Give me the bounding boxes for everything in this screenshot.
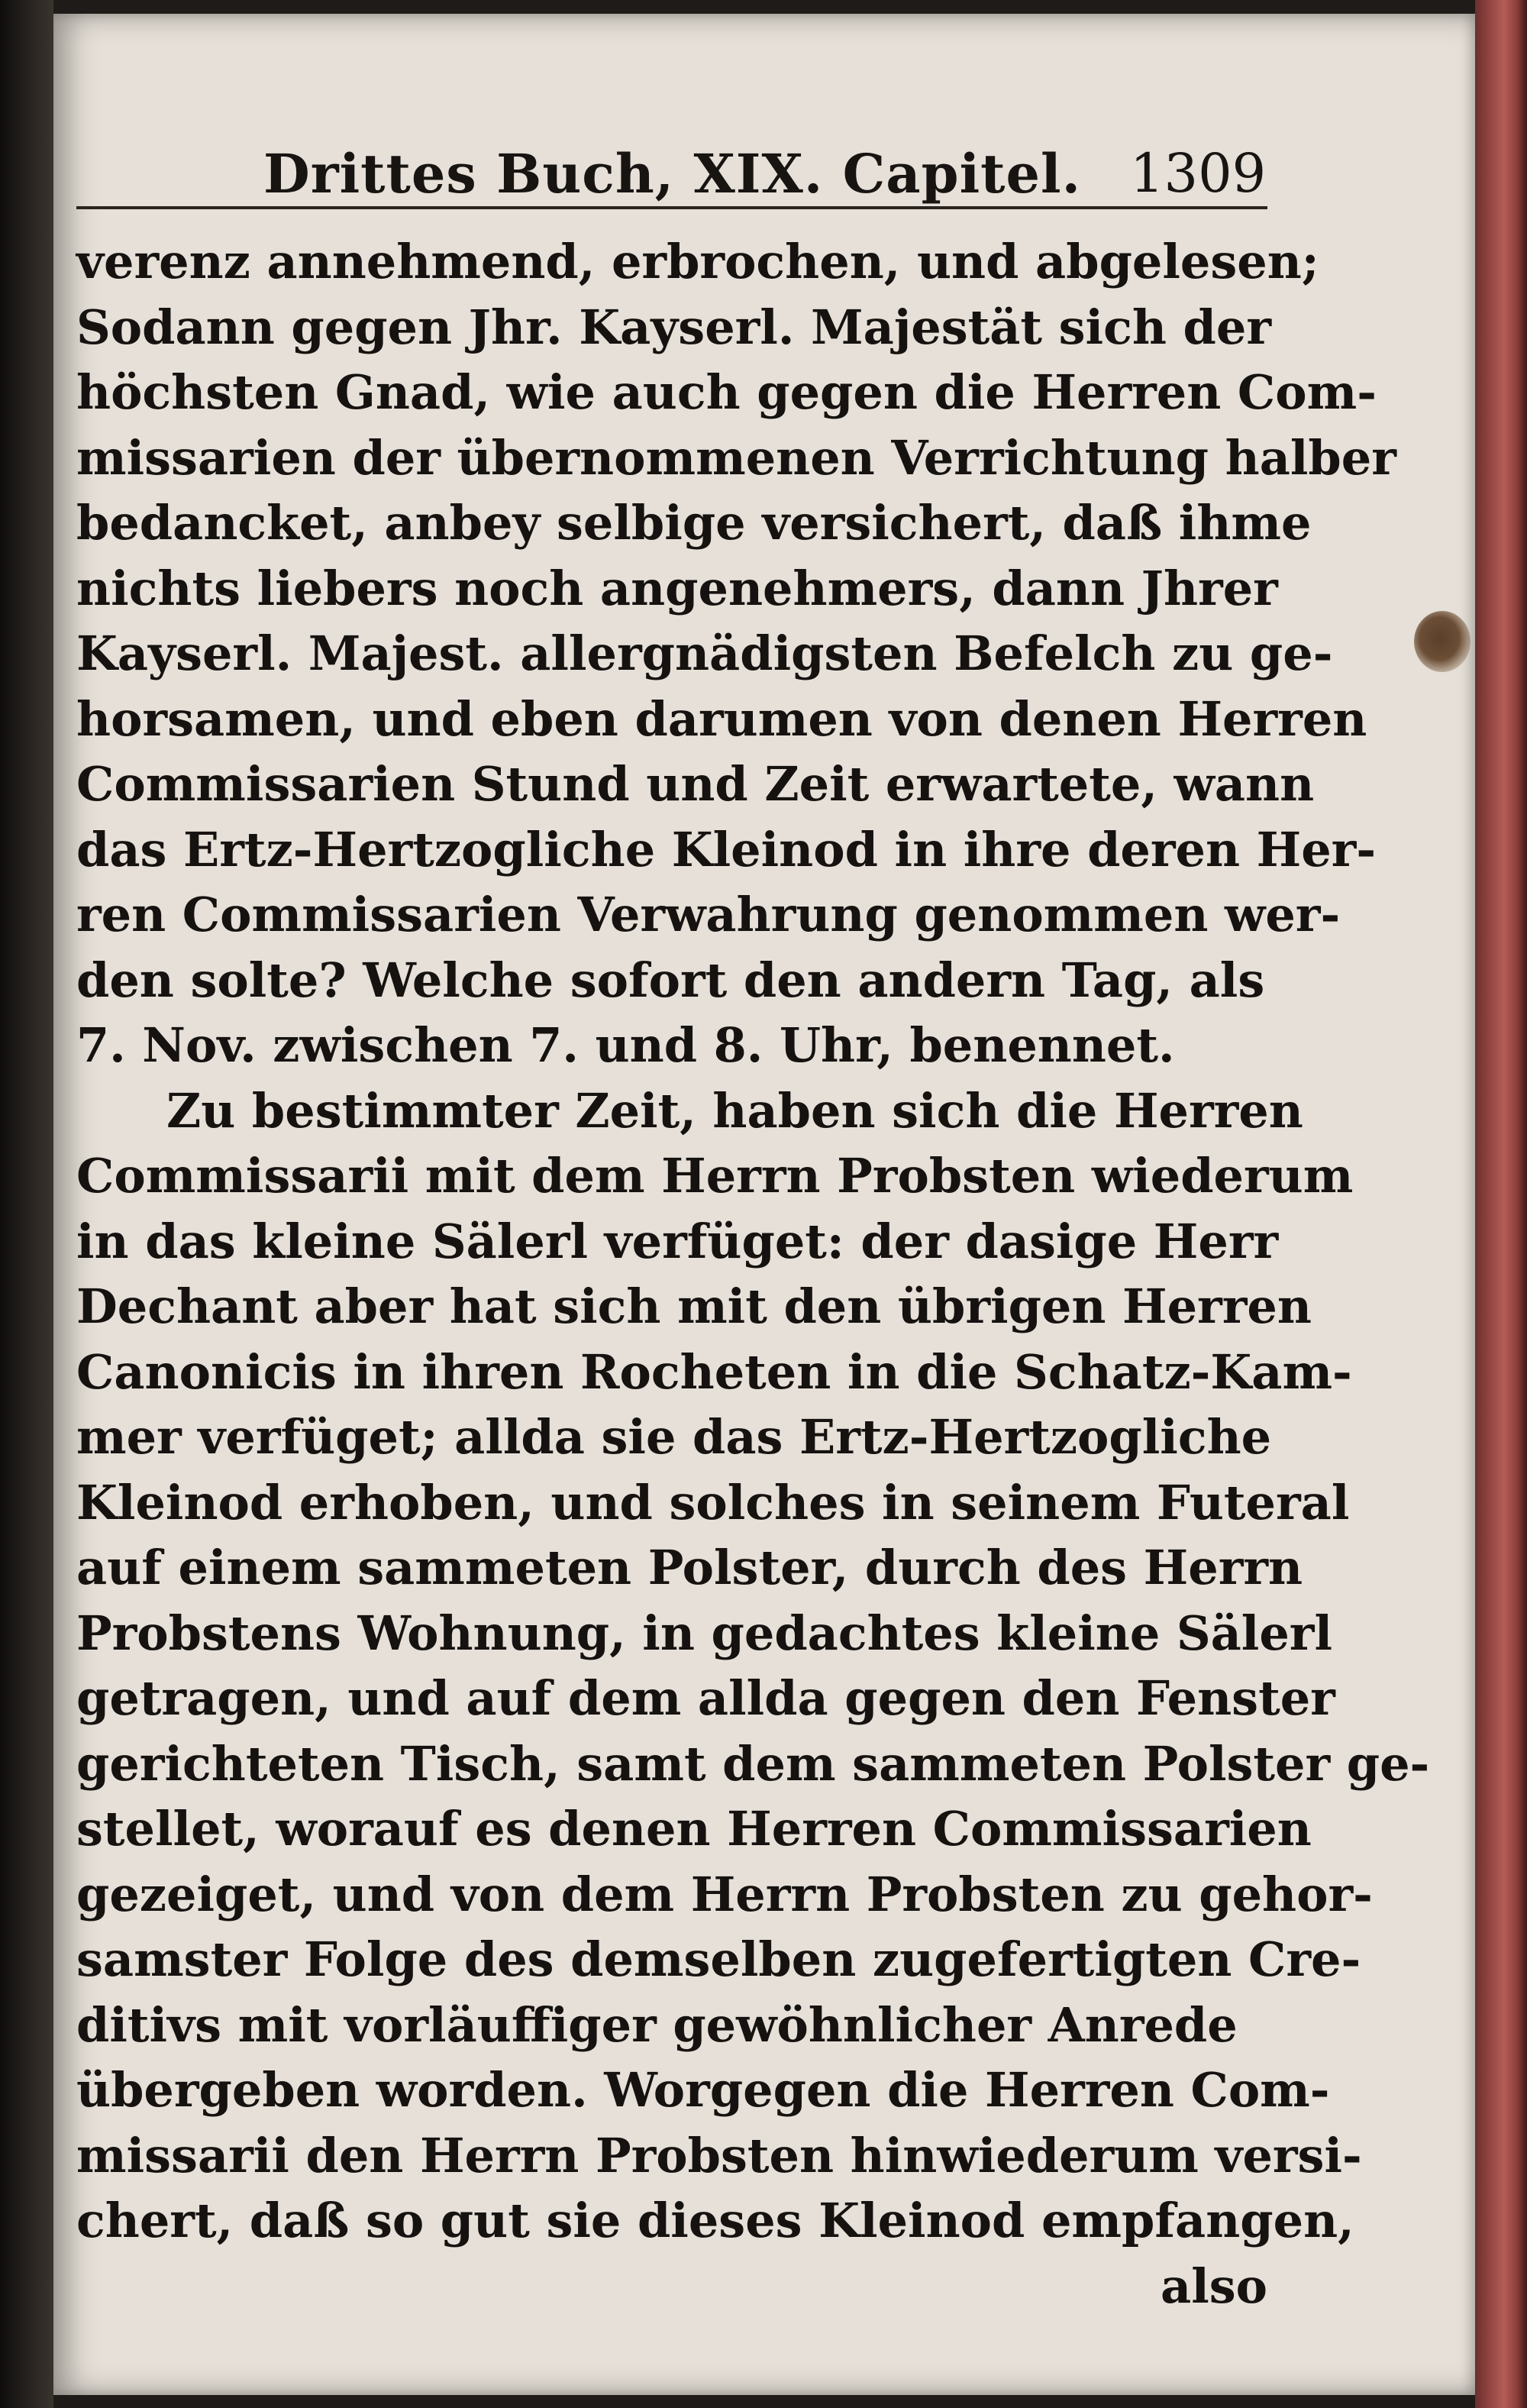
book-binding (0, 0, 53, 2408)
text-line: bedancket, anbey selbige versichert, daß ihme (76, 495, 1312, 551)
text-line: gerichteten Tisch, samt dem sammeten Polster ge- (76, 1735, 1430, 1792)
text-line: ren Commissarien Verwahrung genommen wer- (76, 887, 1341, 942)
text-line: getragen, und auf dem allda gegen den Fenster (76, 1670, 1335, 1726)
page-edge-red (1475, 0, 1527, 2408)
body-text (76, 229, 1430, 2319)
text-line: samster Folge des demselben zugefertigten Cre- (76, 1931, 1361, 1987)
running-title: Drittes Buch, XIX. Capitel. (263, 142, 1082, 205)
text-line: in das kleine Sälerl verfüget: der dasige Herr (76, 1213, 1279, 1269)
text-line: Sodann gegen Jhr. Kayserl. Majestät sich der (76, 299, 1271, 355)
text-line: den solte? Welche sofort den andern Tag, als (76, 952, 1265, 1008)
text-line: verenz annehmend, erbrochen, und abgelesen; (76, 234, 1319, 289)
text-line: Kleinod erhoben, und solches in seinem Futeral (76, 1474, 1350, 1530)
text-line: missarii den Herrn Probsten hinwiederum versi- (76, 2127, 1362, 2183)
page-header (76, 142, 1267, 211)
text-line: Probstens Wohnung, in gedachtes kleine Sälerl (76, 1605, 1333, 1661)
text-line: missarien der übernommenen Verrichtung halber (76, 429, 1396, 486)
text-line: ditivs mit vorläuffiger gewöhnlicher Anrede (76, 1996, 1238, 2053)
paper-stain (1414, 611, 1471, 672)
text-line: übergeben worden. Worgegen die Herren Com- (76, 2062, 1330, 2118)
header-rule (76, 206, 1267, 209)
paragraph-start-line: Zu bestimmter Zeit, haben sich die Herren (166, 1082, 1303, 1139)
text-line: auf einem sammeten Polster, durch des Herrn (76, 1540, 1303, 1595)
text-line: horsamen, und eben darumen von denen Herren (76, 690, 1367, 747)
text-line: gezeiget, und von dem Herrn Probsten zu gehor- (76, 1866, 1373, 1922)
text-line: Dechant aber hat sich mit den übrigen Herren (76, 1278, 1312, 1334)
text-line: nichts liebers noch angenehmers, dann Jhrer (76, 560, 1278, 616)
text-line: 7. Nov. zwischen 7. und 8. Uhr, benennet. (76, 1017, 1175, 1073)
text-line: das Ertz-Hertzogliche Kleinod in ihre deren Her- (76, 821, 1377, 878)
text-line: höchsten Gnad, wie auch gegen die Herren Com- (76, 364, 1377, 420)
text-line: stellet, worauf es denen Herren Commissarien (76, 1801, 1312, 1857)
text-line: Commissarien Stund und Zeit erwartete, wann (76, 756, 1315, 812)
text-line: Commissarii mit dem Herrn Probsten wiederum (76, 1148, 1354, 1204)
text-line: Canonicis in ihren Rocheten in die Schatz-Kam- (76, 1343, 1352, 1400)
text-line: mer verfüget; allda sie das Ertz-Hertzogliche (76, 1409, 1272, 1465)
text-line: Kayserl. Majest. allergnädigsten Befelch zu ge- (76, 625, 1333, 681)
text-line: chert, daß so gut sie dieses Kleinod empfangen, (76, 2193, 1354, 2248)
catchword: also (1161, 2258, 1267, 2314)
page-number: 1309 (1130, 142, 1267, 205)
